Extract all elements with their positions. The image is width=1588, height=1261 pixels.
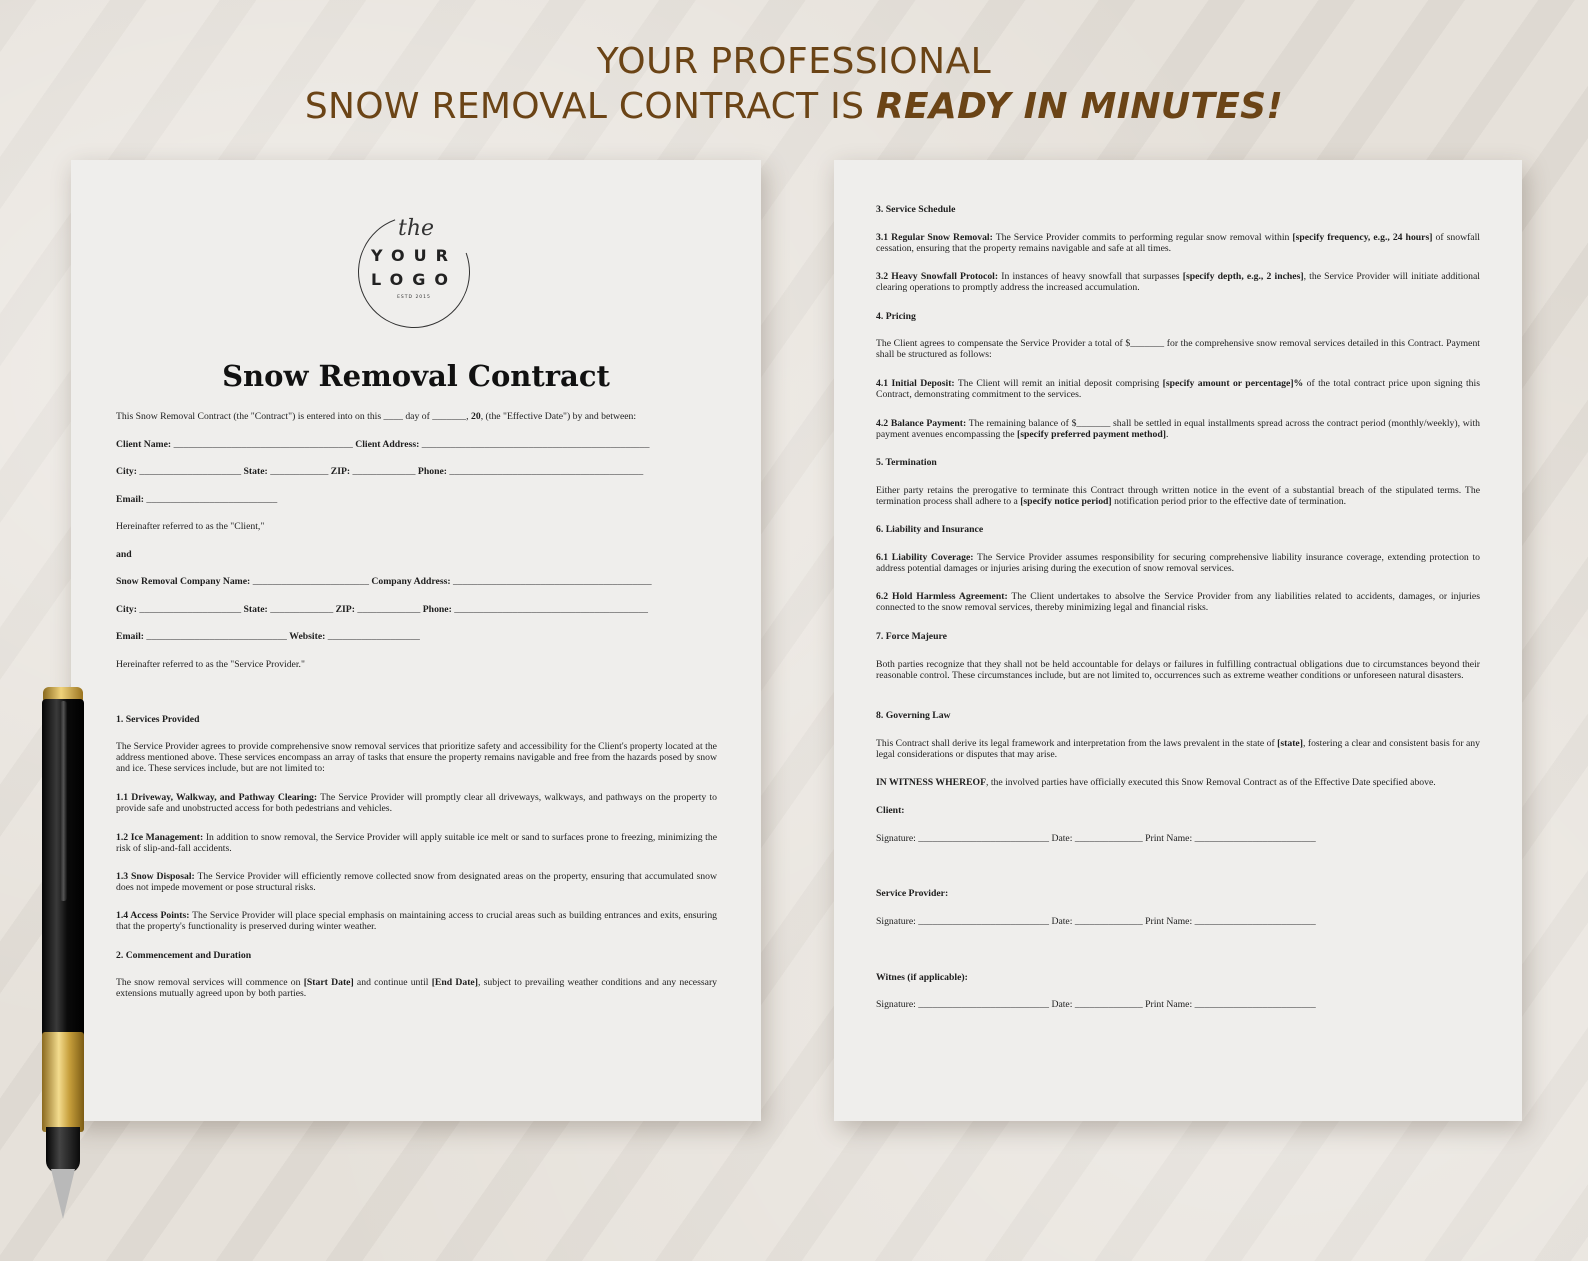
- section-4-1: [876, 378, 1480, 400]
- intro-text: This Snow Removal Contract (the "Contract") is entered into on this ____ day of _______,: [116, 411, 471, 422]
- state-placeholder: [state]: [1277, 738, 1303, 749]
- pen-gold-band: [42, 1032, 84, 1132]
- section-1-heading: 1. Services Provided: [116, 714, 200, 725]
- frequency-placeholder: [specify frequency, e.g., 24 hours]: [1292, 232, 1433, 243]
- section-2-text: The snow removal services will commence on: [116, 977, 304, 988]
- section-8-body: [876, 738, 1480, 760]
- section-7-body: Both parties recognize that they shall not be held accountable for delays or failures in fulfilling contractual obligations due to circumstances beyond their reasonable control. These circumstances include, but are not limited to, occurrences such as extreme weather conditions or unforeseen natural disasters.: [876, 659, 1480, 681]
- section-6-1: [876, 552, 1480, 574]
- client-address-label: Client Address:: [355, 439, 420, 450]
- section-1-1: [116, 792, 717, 814]
- section-1-1-body: The Service Provider will promptly clear all driveways, walkways, and pathways on the property to provide safe and unobstructed access for both pedestrians and vehicles.: [116, 792, 717, 814]
- company-phone-field[interactable]: ________________________________________: [451, 604, 648, 615]
- headline-line-2-start: SNOW REMOVAL CONTRACT IS: [304, 86, 876, 127]
- zip-label: ZIP:: [330, 466, 351, 477]
- section-6-1-body: The Service Provider assumes responsibility for securing comprehensive liability insurance coverage, extending protection to address potential damages or injuries arising during the execution of snow removal services.: [876, 552, 1480, 574]
- email-label: Email:: [116, 494, 144, 505]
- section-5-text: notification period prior to the effective date of termination.: [1111, 496, 1347, 507]
- section-2-body: [116, 977, 717, 999]
- company-name-field[interactable]: ________________________: [250, 576, 372, 587]
- logo-word-2: LOGO: [371, 270, 457, 289]
- pen-grip: [46, 1127, 80, 1173]
- headline-line-2: [0, 86, 1588, 127]
- section-8-text: This Contract shall derive its legal framework and interpretation from the laws prevalent in the state of: [876, 738, 1278, 749]
- section-4-2-label: 4.2 Balance Payment:: [876, 418, 967, 429]
- fountain-pen: [36, 687, 90, 1223]
- section-3-1-text: The Service Provider commits to performing regular snow removal within: [992, 232, 1293, 243]
- section-1-3-label: 1.3 Snow Disposal:: [116, 871, 195, 882]
- intro-line: [116, 411, 717, 422]
- phone-label: Phone:: [422, 604, 452, 615]
- witness-signature-line[interactable]: Signature: ___________________________ Date: ______________ Print Name: _________________________: [876, 999, 1316, 1010]
- start-date-placeholder: [Start Date]: [303, 977, 354, 988]
- witness-signature-heading: Witnes (if applicable):: [876, 972, 968, 983]
- logo-estd: ESTD 2015: [397, 295, 431, 300]
- client-email-field[interactable]: ___________________________: [143, 494, 278, 505]
- logo-placeholder: [352, 210, 476, 334]
- deposit-placeholder: [specify amount or percentage]%: [1162, 378, 1304, 389]
- client-name-row: [116, 439, 717, 450]
- client-city-field[interactable]: _____________________: [136, 466, 244, 477]
- section-3-2-label: 3.2 Heavy Snowfall Protocol:: [876, 271, 999, 282]
- section-7-heading: 7. Force Majeure: [876, 631, 947, 642]
- witness-statement: [876, 777, 1480, 788]
- intro-text-end: , (the "Effective Date") by and between:: [480, 411, 637, 422]
- section-1-2: [116, 832, 717, 854]
- section-3-1-text: of snowfall cessation, ensuring that the property remains navigable and safe at all times.: [876, 232, 1480, 254]
- city-label: City:: [116, 466, 137, 477]
- logo-script: the: [398, 216, 435, 241]
- client-reference: Hereinafter referred to as the "Client,": [116, 521, 265, 532]
- section-6-1-label: 6.1 Liability Coverage:: [876, 552, 974, 563]
- section-1-body: The Service Provider agrees to provide comprehensive snow removal services that prioritize safety and accessibility for the Client's property located at the address mentioned above. These services encompass an array of tasks that ensure the property remains navigable and free from the hazards posed by snow and ice. These services include, but are not limited to:: [116, 741, 717, 774]
- section-4-2-text: .: [1165, 429, 1169, 440]
- section-2-text: and continue until: [353, 977, 432, 988]
- and-text: and: [116, 549, 132, 560]
- client-zip-field[interactable]: _____________: [350, 466, 418, 477]
- section-1-4: [116, 910, 717, 932]
- city-label: City:: [116, 604, 137, 615]
- payment-method-placeholder: [specify preferred payment method]: [1016, 429, 1166, 440]
- company-email-field[interactable]: _____________________________: [143, 631, 290, 642]
- end-date-placeholder: [End Date]: [431, 977, 478, 988]
- intro-year: 20: [471, 411, 481, 422]
- section-3-1-label: 3.1 Regular Snow Removal:: [876, 232, 993, 243]
- headline-line-1: YOUR PROFESSIONAL: [596, 41, 992, 82]
- section-3-2-text: , the Service Provider will initiate additional clearing operations to promptly address the increased accumulation.: [876, 271, 1480, 293]
- section-6-2-body: The Client undertakes to absolve the Service Provider from any liabilities related to accidents, damages, or injuries connected to the snow removal services, thereby minimizing legal and financial risks.: [876, 591, 1480, 613]
- client-phone-field[interactable]: ________________________________________: [446, 466, 644, 477]
- section-3-2-text: In instances of heavy snowfall that surpasses: [998, 271, 1183, 282]
- company-address-label: Company Address:: [371, 576, 451, 587]
- section-1-4-label: 1.4 Access Points:: [116, 910, 190, 921]
- section-3-1: [876, 232, 1480, 254]
- section-1-1-label: 1.1 Driveway, Walkway, and Pathway Clearing:: [116, 792, 318, 803]
- witness-heading: IN WITNESS WHEREOF: [876, 777, 987, 788]
- website-label: Website:: [289, 631, 326, 642]
- section-4-body: The Client agrees to compensate the Service Provider a total of $_______ for the comprehensive snow removal services detailed in this Contract. Payment shall be structured as follows:: [876, 338, 1480, 360]
- pen-clip: [60, 701, 67, 901]
- section-1-3-body: The Service Provider will efficiently remove collected snow from designated areas on the property, ensuring that accumulated snow does not impede movement or pose structural risks.: [116, 871, 717, 893]
- phone-label: Phone:: [417, 466, 447, 477]
- zip-label: ZIP:: [335, 604, 355, 615]
- section-1-2-label: 1.2 Ice Management:: [116, 832, 204, 843]
- section-4-1-text: of the total contract price upon signing this Contract, demonstrating commitment to the services.: [876, 378, 1480, 400]
- witness-text: , the involved parties have officially executed this Snow Removal Contract as of the Effective Date specified above.: [986, 777, 1436, 788]
- client-name-label: Client Name:: [116, 439, 172, 450]
- provider-signature-line[interactable]: Signature: ___________________________ Date: ______________ Print Name: _________________________: [876, 916, 1316, 927]
- section-4-heading: 4. Pricing: [876, 311, 916, 322]
- company-state-field[interactable]: _____________: [267, 604, 336, 615]
- state-label: State:: [243, 604, 268, 615]
- pen-nib: [51, 1169, 75, 1219]
- client-signature-line[interactable]: Signature: ___________________________ Date: ______________ Print Name: _________________________: [876, 833, 1316, 844]
- section-4-2: [876, 418, 1480, 440]
- section-3-2: [876, 271, 1480, 293]
- section-5-heading: 5. Termination: [876, 457, 937, 468]
- provider-signature-heading: Service Provider:: [876, 888, 949, 899]
- client-name-field[interactable]: _____________________________________: [171, 439, 356, 450]
- section-2-text: , subject to prevailing weather conditions and any necessary extensions mutually agreed upon by both parties.: [116, 977, 718, 999]
- client-signature-heading: Client:: [876, 805, 905, 816]
- state-label: State:: [243, 466, 268, 477]
- provider-reference: Hereinafter referred to as the "Service Provider.": [116, 659, 305, 670]
- company-city-row: [116, 604, 717, 615]
- section-3-heading: 3. Service Schedule: [876, 204, 956, 215]
- section-6-heading: 6. Liability and Insurance: [876, 524, 984, 535]
- notice-period-placeholder: [specify notice period]: [1020, 496, 1112, 507]
- section-5-text: Either party retains the prerogative to terminate this Contract through written notice in the event of a substantial breach of the stipulated terms. The termination process shall adhere to a: [876, 485, 1480, 507]
- company-name-row: [116, 576, 717, 587]
- section-1-3: [116, 871, 717, 893]
- company-address-field[interactable]: _________________________________________: [450, 576, 652, 587]
- section-4-1-label: 4.1 Initial Deposit:: [876, 378, 955, 389]
- client-address-field[interactable]: _______________________________________________: [419, 439, 650, 450]
- section-8-heading: 8. Governing Law: [876, 710, 951, 721]
- email-label: Email:: [116, 631, 144, 642]
- section-4-2-text: The remaining balance of $_______ shall be settled in equal installments spread across the contract period (monthly/weekly), with payment avenues encompassing the: [876, 418, 1480, 440]
- document-title: Snow Removal Contract: [222, 359, 610, 393]
- company-name-label: Snow Removal Company Name:: [116, 576, 251, 587]
- client-city-row: [116, 466, 717, 477]
- client-email-row: [116, 494, 717, 505]
- headline-emphasis: READY IN MINUTES!: [875, 86, 1284, 127]
- section-6-2-label: 6.2 Hold Harmless Agreement:: [876, 591, 1008, 602]
- section-1-2-body: In addition to snow removal, the Service Provider will apply suitable ice melt or sand to surfaces prone to freezing, minimizing the risk of slip-and-fall accidents.: [116, 832, 717, 854]
- logo-word-1: YOUR: [371, 246, 457, 265]
- depth-placeholder: [specify depth, e.g., 2 inches]: [1182, 271, 1304, 282]
- company-email-row: [116, 631, 717, 642]
- section-6-2: [876, 591, 1480, 613]
- company-website-field[interactable]: ___________________: [325, 631, 420, 642]
- client-state-field[interactable]: ____________: [267, 466, 331, 477]
- section-5-body: [876, 485, 1480, 507]
- section-8-text: , fostering a clear and consistent basis for any legal considerations or disputes that may arise.: [876, 738, 1480, 760]
- section-1-4-body: The Service Provider will place special emphasis on maintaining access to crucial areas such as building entrances and exits, ensuring that the property's functionality is preserved during winter weather.: [116, 910, 718, 932]
- section-2-heading: 2. Commencement and Duration: [116, 950, 252, 961]
- section-4-1-text: The Client will remit an initial deposit comprising: [954, 378, 1163, 389]
- company-zip-field[interactable]: _____________: [354, 604, 423, 615]
- company-city-field[interactable]: _____________________: [136, 604, 244, 615]
